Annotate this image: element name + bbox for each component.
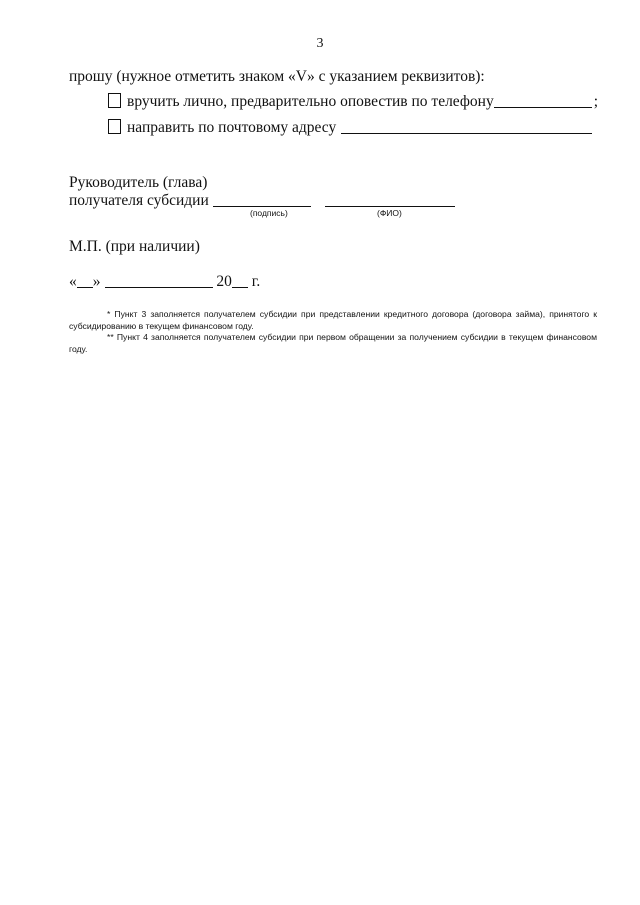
month-blank[interactable] [105, 274, 213, 288]
signature-blank[interactable] [213, 193, 311, 207]
option-deliver-label: вручить лично, предварительно оповестив по телефону [127, 93, 494, 110]
date-open-quote: « [69, 273, 77, 290]
year-suffix: г. [251, 273, 261, 290]
year-blank[interactable] [232, 274, 248, 288]
fio-blank[interactable] [325, 193, 455, 207]
signature-title-line1: Руководитель (глава) [69, 174, 208, 191]
seal-note: М.П. (при наличии) [69, 238, 200, 255]
option-deliver-in-person [108, 93, 598, 111]
checkbox-deliver-in-person[interactable] [108, 93, 121, 108]
date-close-quote: » [92, 273, 101, 290]
signature-title-line2-text: получателя субсидии [69, 192, 209, 209]
date-line [69, 273, 260, 291]
fio-caption: (ФИО) [377, 208, 402, 218]
signature-caption: (подпись) [250, 208, 288, 218]
day-blank[interactable] [77, 274, 93, 288]
checkbox-send-by-mail[interactable] [108, 119, 121, 134]
phone-blank[interactable] [494, 94, 592, 108]
address-blank-long[interactable] [383, 120, 592, 134]
year-prefix: 20 [216, 273, 232, 290]
footnote-1: * Пункт 3 заполняется получателем субсидии при представлении кредитного договора (договора займа), принятого к субсидированию в текущем финансовом году. [69, 309, 597, 331]
address-blank-short[interactable] [341, 120, 383, 134]
footnotes [69, 309, 597, 355]
option-send-by-mail [108, 119, 592, 137]
page-number: 3 [316, 36, 324, 51]
option-mail-label: направить по почтовому адресу [127, 119, 337, 136]
option-end-mark: ; [593, 93, 599, 110]
request-line: прошу (нужное отметить знаком «V» с указанием реквизитов): [69, 68, 485, 85]
footnote-2: ** Пункт 4 заполняется получателем субсидии при первом обращении за получением субсидии в текущем финансовом году. [69, 332, 597, 354]
